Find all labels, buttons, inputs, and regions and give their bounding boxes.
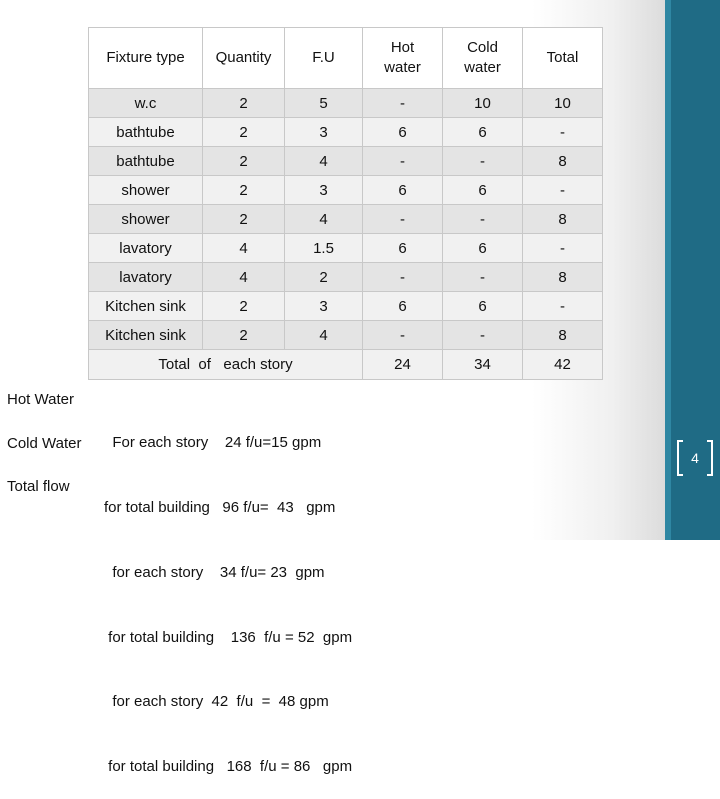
table-row (89, 176, 603, 205)
header-quantity: Quantity (203, 28, 285, 89)
cell-hot-water: - (363, 205, 443, 234)
cell-cold-water: 6 (443, 118, 523, 147)
cell-cold-water: - (443, 263, 523, 292)
cell-total: 8 (523, 205, 603, 234)
cell-fixture-type: shower (89, 176, 203, 205)
label-hot-water: Hot Water (7, 391, 74, 408)
cell-total: 8 (523, 147, 603, 176)
cell-total: 8 (523, 263, 603, 292)
cell-hot-water: - (363, 147, 443, 176)
table-row (89, 263, 603, 292)
cell-fixture-type: bathtube (89, 147, 203, 176)
table-row (89, 118, 603, 147)
cell-fu: 4 (285, 321, 363, 350)
cell-cold-water: 6 (443, 292, 523, 321)
cell-fixture-type: shower (89, 205, 203, 234)
cell-quantity: 2 (203, 205, 285, 234)
cell-fu: 3 (285, 176, 363, 205)
header-cold-line1: Cold (467, 39, 498, 56)
cell-quantity: 4 (203, 234, 285, 263)
cell-fixture-type: lavatory (89, 263, 203, 292)
cell-fu: 2 (285, 263, 363, 292)
fixture-units-table (88, 27, 603, 380)
table-row (89, 89, 603, 118)
cell-quantity: 4 (203, 263, 285, 292)
cell-quantity: 2 (203, 292, 285, 321)
cell-fixture-type: w.c (89, 89, 203, 118)
cell-total: - (523, 234, 603, 263)
cell-cold-water: 10 (443, 89, 523, 118)
cell-cold-water: 6 (443, 234, 523, 263)
page-number-box (677, 440, 713, 476)
cell-total: - (523, 176, 603, 205)
cell-fixture-type: Kitchen sink (89, 292, 203, 321)
note-line: for each story 34 f/u= 23 gpm (104, 563, 325, 581)
cell-fixture-type: lavatory (89, 234, 203, 263)
cell-cold-water: - (443, 205, 523, 234)
header-total: Total (523, 28, 603, 89)
table-header-row (89, 28, 603, 89)
cell-total: 10 (523, 89, 603, 118)
summary-notes (104, 389, 352, 799)
table-row (89, 321, 603, 350)
cell-total: - (523, 292, 603, 321)
total-all: 42 (523, 350, 603, 380)
note-line: For each story 24 f/u=15 gpm (104, 434, 322, 452)
summary-labels (7, 389, 81, 520)
cell-fixture-type: bathtube (89, 118, 203, 147)
cell-hot-water: 6 (363, 176, 443, 205)
cell-fu: 1.5 (285, 234, 363, 263)
cell-quantity: 2 (203, 147, 285, 176)
cell-total: - (523, 118, 603, 147)
cell-total: 8 (523, 321, 603, 350)
cell-hot-water: 6 (363, 234, 443, 263)
header-cold-line2: water (464, 59, 501, 76)
header-hot-water (363, 28, 443, 89)
cell-fu: 4 (285, 205, 363, 234)
header-cold-water (443, 28, 523, 89)
table-row (89, 292, 603, 321)
cell-hot-water: - (363, 321, 443, 350)
cell-fu: 5 (285, 89, 363, 118)
header-fixture-type: Fixture type (89, 28, 203, 89)
cell-quantity: 2 (203, 321, 285, 350)
accent-strip-edge (665, 0, 671, 540)
cell-cold-water: - (443, 147, 523, 176)
cell-fixture-type: Kitchen sink (89, 321, 203, 350)
table-row (89, 147, 603, 176)
cell-hot-water: 6 (363, 292, 443, 321)
cell-cold-water: - (443, 321, 523, 350)
cell-cold-water: 6 (443, 176, 523, 205)
note-line: for total building 136 f/u = 52 gpm (104, 628, 353, 646)
note-line: for each story 42 f/u = 48 gpm (104, 693, 329, 711)
cell-hot-water: - (363, 89, 443, 118)
table-row (89, 205, 603, 234)
table-row (89, 234, 603, 263)
total-hot: 24 (363, 350, 443, 380)
total-label: Total of each story (89, 350, 363, 380)
cell-hot-water: 6 (363, 118, 443, 147)
note-line: for total building 168 f/u = 86 gpm (104, 758, 353, 776)
label-total-flow: Total flow (7, 478, 70, 495)
cell-fu: 3 (285, 118, 363, 147)
total-row (89, 350, 603, 380)
cell-fu: 4 (285, 147, 363, 176)
header-hot-line1: Hot (390, 39, 415, 56)
header-fu: F.U (285, 28, 363, 89)
label-cold-water: Cold Water (7, 434, 82, 452)
cell-hot-water: - (363, 263, 443, 292)
cell-quantity: 2 (203, 89, 285, 118)
cell-fu: 3 (285, 292, 363, 321)
cell-quantity: 2 (203, 176, 285, 205)
total-cold: 34 (443, 350, 523, 380)
cell-quantity: 2 (203, 118, 285, 147)
page-number: 4 (691, 450, 699, 466)
note-line: for total building 96 f/u= 43 gpm (104, 498, 336, 516)
header-hot-line2: water (384, 59, 421, 76)
